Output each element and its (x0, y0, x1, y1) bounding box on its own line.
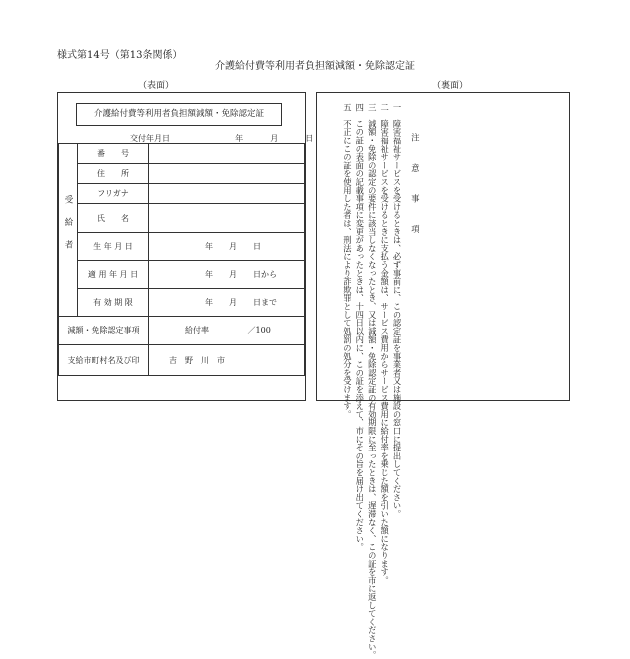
name-label: 氏 名 (78, 204, 149, 233)
municipality-label: 支給市町村名及び印 (59, 345, 149, 376)
back-card (316, 92, 570, 659)
recipient-group-cell (59, 144, 78, 317)
applicable-date-label: 適 用 年 月 日 (78, 261, 149, 289)
note-item-2: 二 障害福祉サービスを受けるときに支払う金額は、サービス費用からサービス費用に給付率を乗じた額を引いた額になります。 (379, 103, 390, 585)
furigana-label: フリガナ (78, 184, 149, 204)
municipality-value: 吉 野 川 市 (149, 345, 305, 376)
furigana-value (149, 184, 305, 204)
recipient-group-label: 受給者 (63, 195, 73, 263)
row-number (59, 144, 305, 164)
row-valid-period (59, 289, 305, 317)
row-reduction (59, 317, 305, 345)
issue-date-label: 交付年月日 (130, 134, 170, 143)
note-item-4: 四 この証の表面の記載事項に変更があったときは、十四日以内に、この証を添えて、市にその旨を届け出てください。 (354, 103, 365, 552)
rate-label: 給付率 (185, 326, 209, 335)
notes-column (341, 103, 421, 659)
notes-heading: 注 意 事 項 (410, 133, 421, 241)
birthdate-value: 年 月 日 (149, 233, 305, 261)
number-value (149, 144, 305, 164)
issue-date-year: 年 (235, 134, 244, 143)
recipient-table (58, 143, 305, 376)
rate-value: ／100 (247, 326, 271, 335)
form-number: 様式第14号（第13条関係） (57, 50, 183, 61)
row-applicable-date (59, 261, 305, 289)
note-item-5: 五 不正にこの証を使用した者は、刑法により詐欺罪として処罰の処分を受けます。 (342, 103, 353, 419)
reduction-value-cell (149, 317, 305, 345)
address-value (149, 164, 305, 184)
birthdate-label: 生 年 月 日 (78, 233, 149, 261)
reduction-label: 減額・免除認定事項 (59, 317, 149, 345)
issue-date-day: 日 (305, 134, 314, 143)
valid-period-label: 有 効 期 限 (78, 289, 149, 317)
number-label: 番 号 (78, 144, 149, 164)
applicable-date-value: 年 月 日から (149, 261, 305, 289)
back-side-label: （裏面） (432, 81, 469, 91)
address-label: 住 所 (78, 164, 149, 184)
name-value (149, 204, 305, 233)
row-furigana (59, 184, 305, 204)
row-address (59, 164, 305, 184)
front-card (57, 92, 314, 401)
valid-period-value: 年 月 日まで (149, 289, 305, 317)
issue-date-month: 月 (270, 134, 279, 143)
row-municipality (59, 345, 305, 376)
front-side-label: （表面） (138, 81, 175, 91)
certificate-title: 介護給付費等利用者負担額減額・免除認定証 (76, 103, 282, 126)
document-title: 介護給付費等利用者負担額減額・免除認定証 (215, 61, 415, 72)
row-birthdate (59, 233, 305, 261)
note-item-3: 三 減額・免除の認定の要件に該当しなくなったとき、又は減額・免除認定証の有効期限に至ったときは、遅滞なく、この証を市に返してください。 (367, 103, 378, 659)
row-name (59, 204, 305, 233)
note-item-1: 一 障害福祉サービスを受けるときは、必ず事前に、この認定証を事業者又は施設の窓口に提出してください。 (392, 103, 403, 518)
